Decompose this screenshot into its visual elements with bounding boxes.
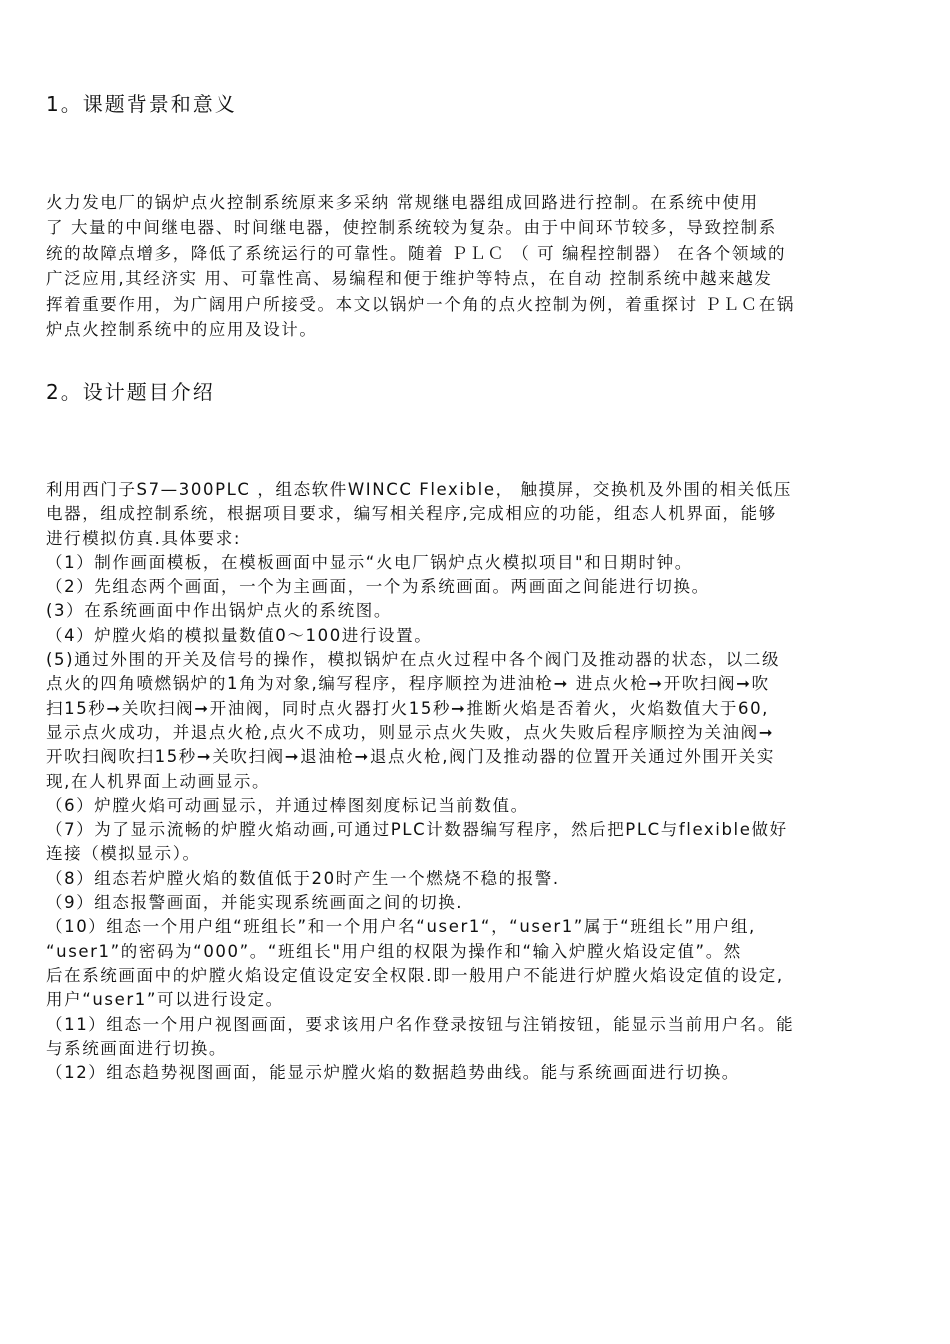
- paragraph-line: 广泛应用,其经济实 用、可靠性高、易编程和便于维护等特点，在自动 控制系统中越来越发: [46, 269, 773, 289]
- requirement-item-4: （4）炉膛火焰的模拟量数值0～100进行设置。: [46, 625, 433, 645]
- paragraph-line: 了 大量的中间继电器、时间继电器，使控制系统较为复杂。由于中间环节较多，导致控制系: [46, 218, 777, 238]
- requirement-item-9: （9）组态报警画面，并能实现系统画面之间的切换.: [46, 893, 464, 913]
- paragraph-line: 利用西门子S7—300PLC ，组态软件WINCC Flexible， 触摸屏，交换机及外围的相关低压: [46, 480, 793, 499]
- requirement-item-1: （1）制作画面模板，在模板画面中显示“火电厂锅炉点火模拟项目"和日期时钟。: [46, 552, 693, 572]
- section-2-heading: 2。设计题目介绍: [46, 380, 215, 404]
- paragraph-line: 点火的四角喷燃锅炉的1角为对象,编写程序，程序顺控为进油枪➞ 进点火枪➞开吹扫阀➞吹: [46, 674, 770, 694]
- requirement-item-12: （12）组态趋势视图画面，能显示炉膛火焰的数据趋势曲线。能与系统画面进行切换。: [46, 1063, 740, 1083]
- section-1-heading: 1。课题背景和意义: [46, 92, 237, 116]
- paragraph-line: 炉点火控制系统中的应用及设计。: [46, 320, 318, 340]
- paragraph-line: 显示点火成功，并退点火枪,点火不成功，则显示点火失败，点火失败后程序顺控为关油阀➞: [46, 722, 775, 742]
- requirement-item-3: (3）在系统画面中作出锅炉点火的系统图。: [46, 601, 392, 621]
- paragraph-line: 统的故障点增多，降低了系统运行的可靠性。随着 ＰＬＣ （ 可 编程控制器） 在各个领域的: [46, 243, 787, 263]
- section-1-paragraph: [46, 190, 908, 342]
- paragraph-line: 挥着重要作用，为广阔用户所接受。本文以锅炉一个角的点火控制为例，着重探讨 ＰＬＣ在锅: [46, 294, 795, 314]
- section-2-paragraph: [46, 478, 908, 1085]
- requirement-item-5: (5)通过外围的开关及信号的操作，模拟锅炉在点火过程中各个阀门及推动器的状态，以二级: [46, 650, 781, 670]
- paragraph-line: 火力发电厂的锅炉点火控制系统原来多采纳 常规继电器组成回路进行控制。在系统中使用: [46, 193, 759, 212]
- requirement-item-7: （7）为了显示流畅的炉膛火焰动画,可通过PLC计数器编写程序，然后把PLC与flexible做好: [46, 820, 788, 840]
- paragraph-line: 现,在人机界面上动画显示。: [46, 771, 271, 791]
- requirement-item-2: （2）先组态两个画面，一个为主画面，一个为系统画面。两画面之间能进行切换。: [46, 577, 710, 597]
- paragraph-line: 电器，组成控制系统，根据项目要求，编写相关程序,完成相应的功能，组态人机界面，能够: [46, 504, 777, 524]
- paragraph-line: 进行模拟仿真.具体要求:: [46, 528, 242, 548]
- requirement-item-8: （8）组态若炉膛火焰的数值低于20时产生一个燃烧不稳的报警.: [46, 868, 560, 888]
- paragraph-line: 后在系统画面中的炉膛火焰设定值设定安全权限.即一般用户不能进行炉膛火焰设定值的设定,: [46, 965, 784, 985]
- requirement-item-10: （10）组态一个用户组“班组长”和一个用户名“user1“，“user1”属于“班组长”用户组,: [46, 917, 756, 937]
- paragraph-line: 用户“user1”可以进行设定。: [46, 990, 284, 1010]
- paragraph-line: 开吹扫阀吹扫15秒➞关吹扫阀➞退油枪➞退点火枪,阀门及推动器的位置开关通过外围开关实: [46, 747, 775, 767]
- paragraph-line: 与系统画面进行切换。: [46, 1038, 227, 1058]
- paragraph-line: 连接（模拟显示）。: [46, 844, 201, 864]
- paragraph-line: “user1”的密码为“000”。“班组长"用户组的权限为操作和“输入炉膛火焰设定值”。然: [46, 941, 742, 961]
- paragraph-line: 扫15秒➞关吹扫阀➞开油阀，同时点火器打火15秒➞推断火焰是否着火，火焰数值大于60,: [46, 698, 770, 718]
- requirement-item-11: （11）组态一个用户视图画面，要求该用户名作登录按钮与注销按钮，能显示当前用户名。能: [46, 1014, 795, 1034]
- requirement-item-6: （6）炉膛火焰可动画显示，并通过棒图刻度标记当前数值。: [46, 795, 529, 815]
